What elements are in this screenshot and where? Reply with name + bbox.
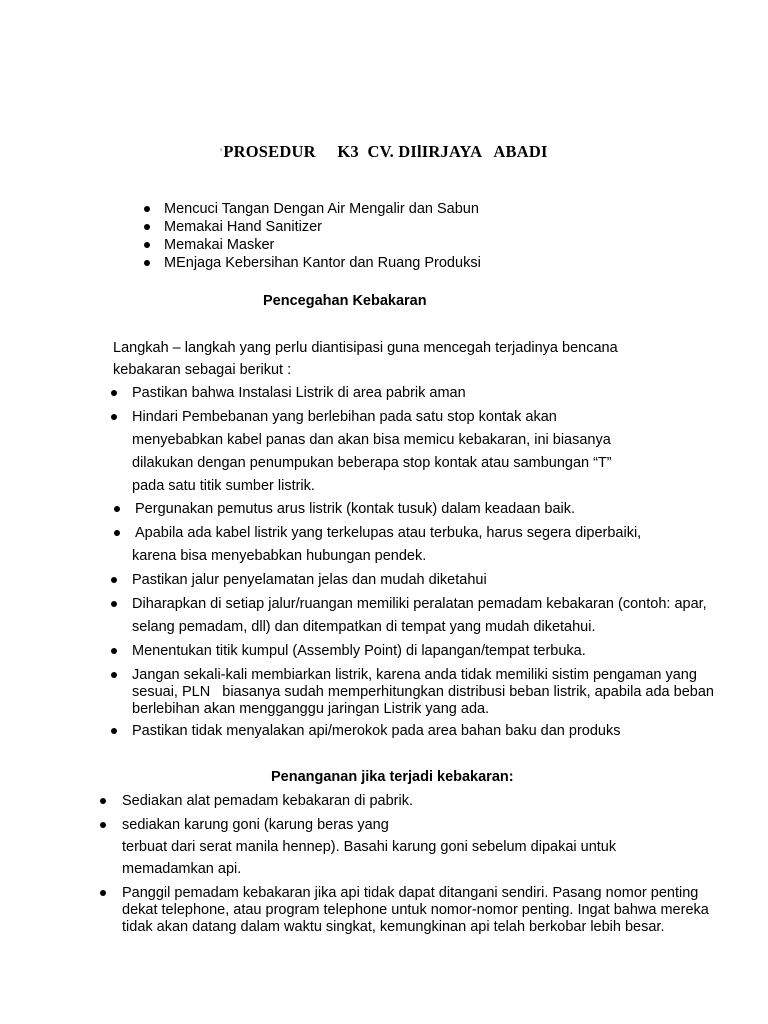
handling-item-3-line-1: Panggil pemadam kebakaran jika api tidak dapat ditangani sendiri. Pasang nomor penting: [122, 885, 699, 901]
prevention-item-8-line-2: sesuai, PLN biasanya sudah memperhitungkan distribusi beban listrik, apabila ada beban: [132, 684, 714, 700]
bullet-icon: [111, 728, 117, 734]
prevention-item-2-line-3: dilakukan dengan penumpukan beberapa stop kontak atau sambungan “T”: [132, 455, 612, 471]
bullet-icon: [111, 577, 117, 583]
prevention-item-6-line-2: selang pemadam, dll) dan ditempatkan di tempat yang mudah diketahui.: [132, 619, 596, 635]
prevention-item-5-line-1: Pastikan jalur penyelamatan jelas dan mudah diketahui: [132, 572, 487, 588]
intro-item-4: MEnjaga Kebersihan Kantor dan Ruang Produksi: [164, 255, 481, 271]
handling-item-1-line-1: Sediakan alat pemadam kebakaran di pabrik.: [122, 793, 413, 809]
intro-item-2: Memakai Hand Sanitizer: [164, 219, 322, 235]
prevention-item-7-line-1: Menentukan titik kumpul (Assembly Point) di lapangan/tempat terbuka.: [132, 643, 586, 659]
handling-heading: Penanganan jika terjadi kebakaran:: [271, 769, 514, 785]
handling-item-2-line-2: terbuat dari serat manila hennep). Basahi karung goni sebelum dipakai untuk: [122, 839, 617, 855]
bullet-icon: [111, 648, 117, 654]
bullet-icon: [100, 890, 106, 896]
bullet-icon: [100, 798, 106, 804]
bullet-icon: [114, 506, 120, 512]
prevention-intro-line-2: kebakaran sebagai berikut :: [113, 362, 292, 378]
prevention-item-1-line-1: Pastikan bahwa Instalasi Listrik di area pabrik aman: [132, 385, 466, 401]
handling-item-2-line-1: sediakan karung goni (karung beras yang: [122, 817, 389, 833]
prevention-item-2-line-2: menyebabkan kabel panas dan akan bisa memicu kebakaran, ini biasanya: [132, 432, 611, 448]
handling-item-3-line-3: tidak akan datang dalam waktu singkat, kemungkinan api telah berkobar lebih besar.: [122, 919, 665, 935]
bullet-icon: [144, 206, 150, 212]
prevention-item-3-line-1: Pergunakan pemutus arus listrik (kontak tusuk) dalam keadaan baik.: [135, 501, 576, 517]
document-title-text: PROSEDUR K3 CV. DIlIRJAYA ABADI: [223, 142, 548, 161]
bullet-icon: [114, 530, 120, 536]
prevention-item-8-line-1: Jangan sekali-kali membiarkan listrik, karena anda tidak memiliki sistim pengaman yang: [132, 667, 697, 683]
bullet-icon: [144, 242, 150, 248]
prevention-intro-line-1: Langkah – langkah yang perlu diantisipasi guna mencegah terjadinya bencana: [113, 340, 618, 356]
bullet-icon: [100, 822, 106, 828]
bullet-icon: [111, 601, 117, 607]
title-mark: ': [220, 145, 223, 159]
prevention-item-4-line-1: Apabila ada kabel listrik yang terkelupas atau terbuka, harus segera diperbaiki,: [135, 525, 642, 541]
handling-item-2-line-3: memadamkan api.: [122, 861, 242, 877]
prevention-item-2-line-1: Hindari Pembebanan yang berlebihan pada satu stop kontak akan: [132, 409, 557, 425]
prevention-item-9-line-1: Pastikan tidak menyalakan api/merokok pada area bahan baku dan produks: [132, 723, 621, 739]
bullet-icon: [144, 224, 150, 230]
bullet-icon: [111, 414, 117, 420]
bullet-icon: [111, 672, 117, 678]
prevention-item-6-line-1: Diharapkan di setiap jalur/ruangan memiliki peralatan pemadam kebakaran (contoh: apar,: [132, 596, 707, 612]
document-title: [220, 143, 548, 161]
prevention-item-2-line-4: pada satu titik sumber listrik.: [132, 478, 315, 494]
bullet-icon: [111, 390, 117, 396]
prevention-item-4-line-2: karena bisa menyebabkan hubungan pendek.: [132, 548, 427, 564]
intro-item-1: Mencuci Tangan Dengan Air Mengalir dan Sabun: [164, 201, 479, 217]
prevention-heading: Pencegahan Kebakaran: [263, 293, 427, 309]
intro-item-3: Memakai Masker: [164, 237, 275, 253]
bullet-icon: [144, 260, 150, 266]
handling-item-3-line-2: dekat telephone, atau program telephone untuk nomor-nomor penting. Ingat bahwa mereka: [122, 902, 709, 918]
prevention-item-8-line-3: berlebihan akan mengganggu jaringan Listrik yang ada.: [132, 701, 490, 717]
